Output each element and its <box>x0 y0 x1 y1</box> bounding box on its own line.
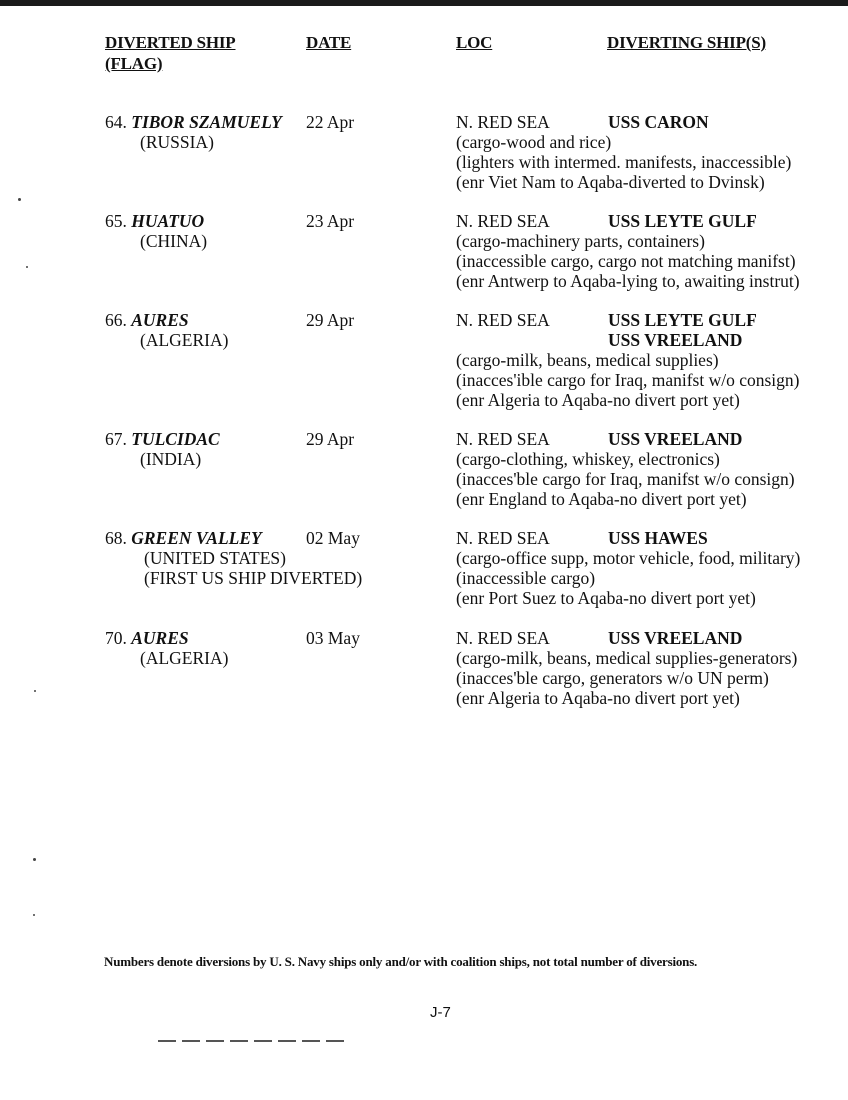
detail-route: (enr Algeria to Aqaba-no divert port yet) <box>456 390 740 410</box>
diverting-ship: USS VREELAND <box>608 429 743 449</box>
header-flag-label: (FLAG) <box>105 54 163 73</box>
diversion-date: 29 Apr <box>306 429 355 449</box>
ship-name: TIBOR SZAMUELY <box>131 112 282 132</box>
detail-status: (inacces'ible cargo for Iraq, manifst w/o consign) <box>456 370 800 390</box>
detail-route: (enr Viet Nam to Aqaba-diverted to Dvinsk) <box>456 172 765 192</box>
diverting-ship: USS LEYTE GULF <box>608 211 757 231</box>
footnote: Numbers denote diversions by U. S. Navy ships only and/or with coalition ships, not total number of diversions. <box>104 954 698 969</box>
scan-artifact-line <box>158 1040 348 1042</box>
ship-flag: (UNITED STATES) <box>144 548 286 568</box>
diverting-ship: USS LEYTE GULF <box>608 310 757 330</box>
header-date: DATE <box>306 33 352 52</box>
diverting-ship: USS VREELAND <box>608 628 743 648</box>
diversion-location: N. RED SEA <box>456 310 550 330</box>
detail-cargo: (cargo-wood and rice) <box>456 132 612 152</box>
diversion-location: N. RED SEA <box>456 528 550 548</box>
page-number: J-7 <box>430 1004 451 1021</box>
diversion-date: 02 May <box>306 528 360 548</box>
detail-cargo: (cargo-milk, beans, medical supplies) <box>456 350 719 370</box>
entry-number: 68. <box>105 528 127 548</box>
scan-speck <box>33 858 36 861</box>
diverting-ship: USS VREELAND <box>608 330 743 350</box>
header-diverted-ship-label: DIVERTED SHIP <box>105 33 236 52</box>
detail-status: (inaccessible cargo) <box>456 568 596 588</box>
ship-flag: (RUSSIA) <box>140 132 214 152</box>
ship-name: AURES <box>131 310 189 330</box>
diversion-location: N. RED SEA <box>456 429 550 449</box>
detail-route: (enr Antwerp to Aqaba-lying to, awaiting instrut) <box>456 271 800 291</box>
ship-name: TULCIDAC <box>131 429 220 449</box>
detail-status: (lighters with intermed. manifests, inaccessible) <box>456 152 792 172</box>
entry-details <box>456 648 797 708</box>
entry-details <box>456 449 795 509</box>
entry-number: 67. <box>105 429 127 449</box>
header-diverting-ships: DIVERTING SHIP(S) <box>607 33 766 52</box>
detail-status: (inaccessible cargo, cargo not matching manifst) <box>456 251 796 271</box>
entry-number: 66. <box>105 310 127 330</box>
ship-name: HUATUO <box>131 211 205 231</box>
diverting-ship: USS HAWES <box>608 528 708 548</box>
detail-cargo: (cargo-milk, beans, medical supplies-generators) <box>456 648 798 668</box>
detail-route: (enr England to Aqaba-no divert port yet) <box>456 489 747 509</box>
diversion-date: 22 Apr <box>306 112 355 132</box>
entry-ship-line <box>105 310 189 330</box>
entry-number: 64. <box>105 112 127 132</box>
entry-ship-line <box>105 112 282 132</box>
scan-speck <box>34 690 36 692</box>
entry-ship-line <box>105 628 189 648</box>
scan-speck <box>33 914 35 916</box>
entry-number: 65. <box>105 211 127 231</box>
diversion-date: 03 May <box>306 628 360 648</box>
entry-ship-line <box>105 429 220 449</box>
ship-flag: (INDIA) <box>140 449 202 469</box>
diversion-date: 23 Apr <box>306 211 355 231</box>
entry-details <box>456 132 791 192</box>
scan-speck <box>18 198 21 201</box>
ship-name: GREEN VALLEY <box>131 528 262 548</box>
detail-route: (enr Algeria to Aqaba-no divert port yet) <box>456 688 740 708</box>
detail-cargo: (cargo-clothing, whiskey, electronics) <box>456 449 720 469</box>
header-diverted-ship <box>105 32 235 74</box>
ship-name: AURES <box>131 628 189 648</box>
header-loc: LOC <box>456 33 493 52</box>
scan-speck <box>26 266 28 268</box>
entry-ship-line <box>105 528 262 548</box>
ship-flag: (ALGERIA) <box>140 330 229 350</box>
entry-details <box>456 350 799 410</box>
diversion-date: 29 Apr <box>306 310 355 330</box>
ship-note: (FIRST US SHIP DIVERTED) <box>144 568 363 588</box>
entry-details <box>456 548 800 608</box>
diverting-ship: USS CARON <box>608 112 709 132</box>
ship-flag: (CHINA) <box>140 231 208 251</box>
ship-flag: (ALGERIA) <box>140 648 229 668</box>
entry-number: 70. <box>105 628 127 648</box>
diversion-location: N. RED SEA <box>456 628 550 648</box>
detail-status: (inacces'ble cargo for Iraq, manifst w/o consign) <box>456 469 795 489</box>
diversion-location: N. RED SEA <box>456 211 550 231</box>
diversion-location: N. RED SEA <box>456 112 550 132</box>
detail-cargo: (cargo-office supp, motor vehicle, food, military) <box>456 548 801 568</box>
detail-cargo: (cargo-machinery parts, containers) <box>456 231 705 251</box>
detail-route: (enr Port Suez to Aqaba-no divert port yet) <box>456 588 756 608</box>
entry-ship-line <box>105 211 204 231</box>
top-border-rule <box>0 0 848 6</box>
entry-details <box>456 231 800 291</box>
detail-status: (inacces'ble cargo, generators w/o UN perm) <box>456 668 769 688</box>
